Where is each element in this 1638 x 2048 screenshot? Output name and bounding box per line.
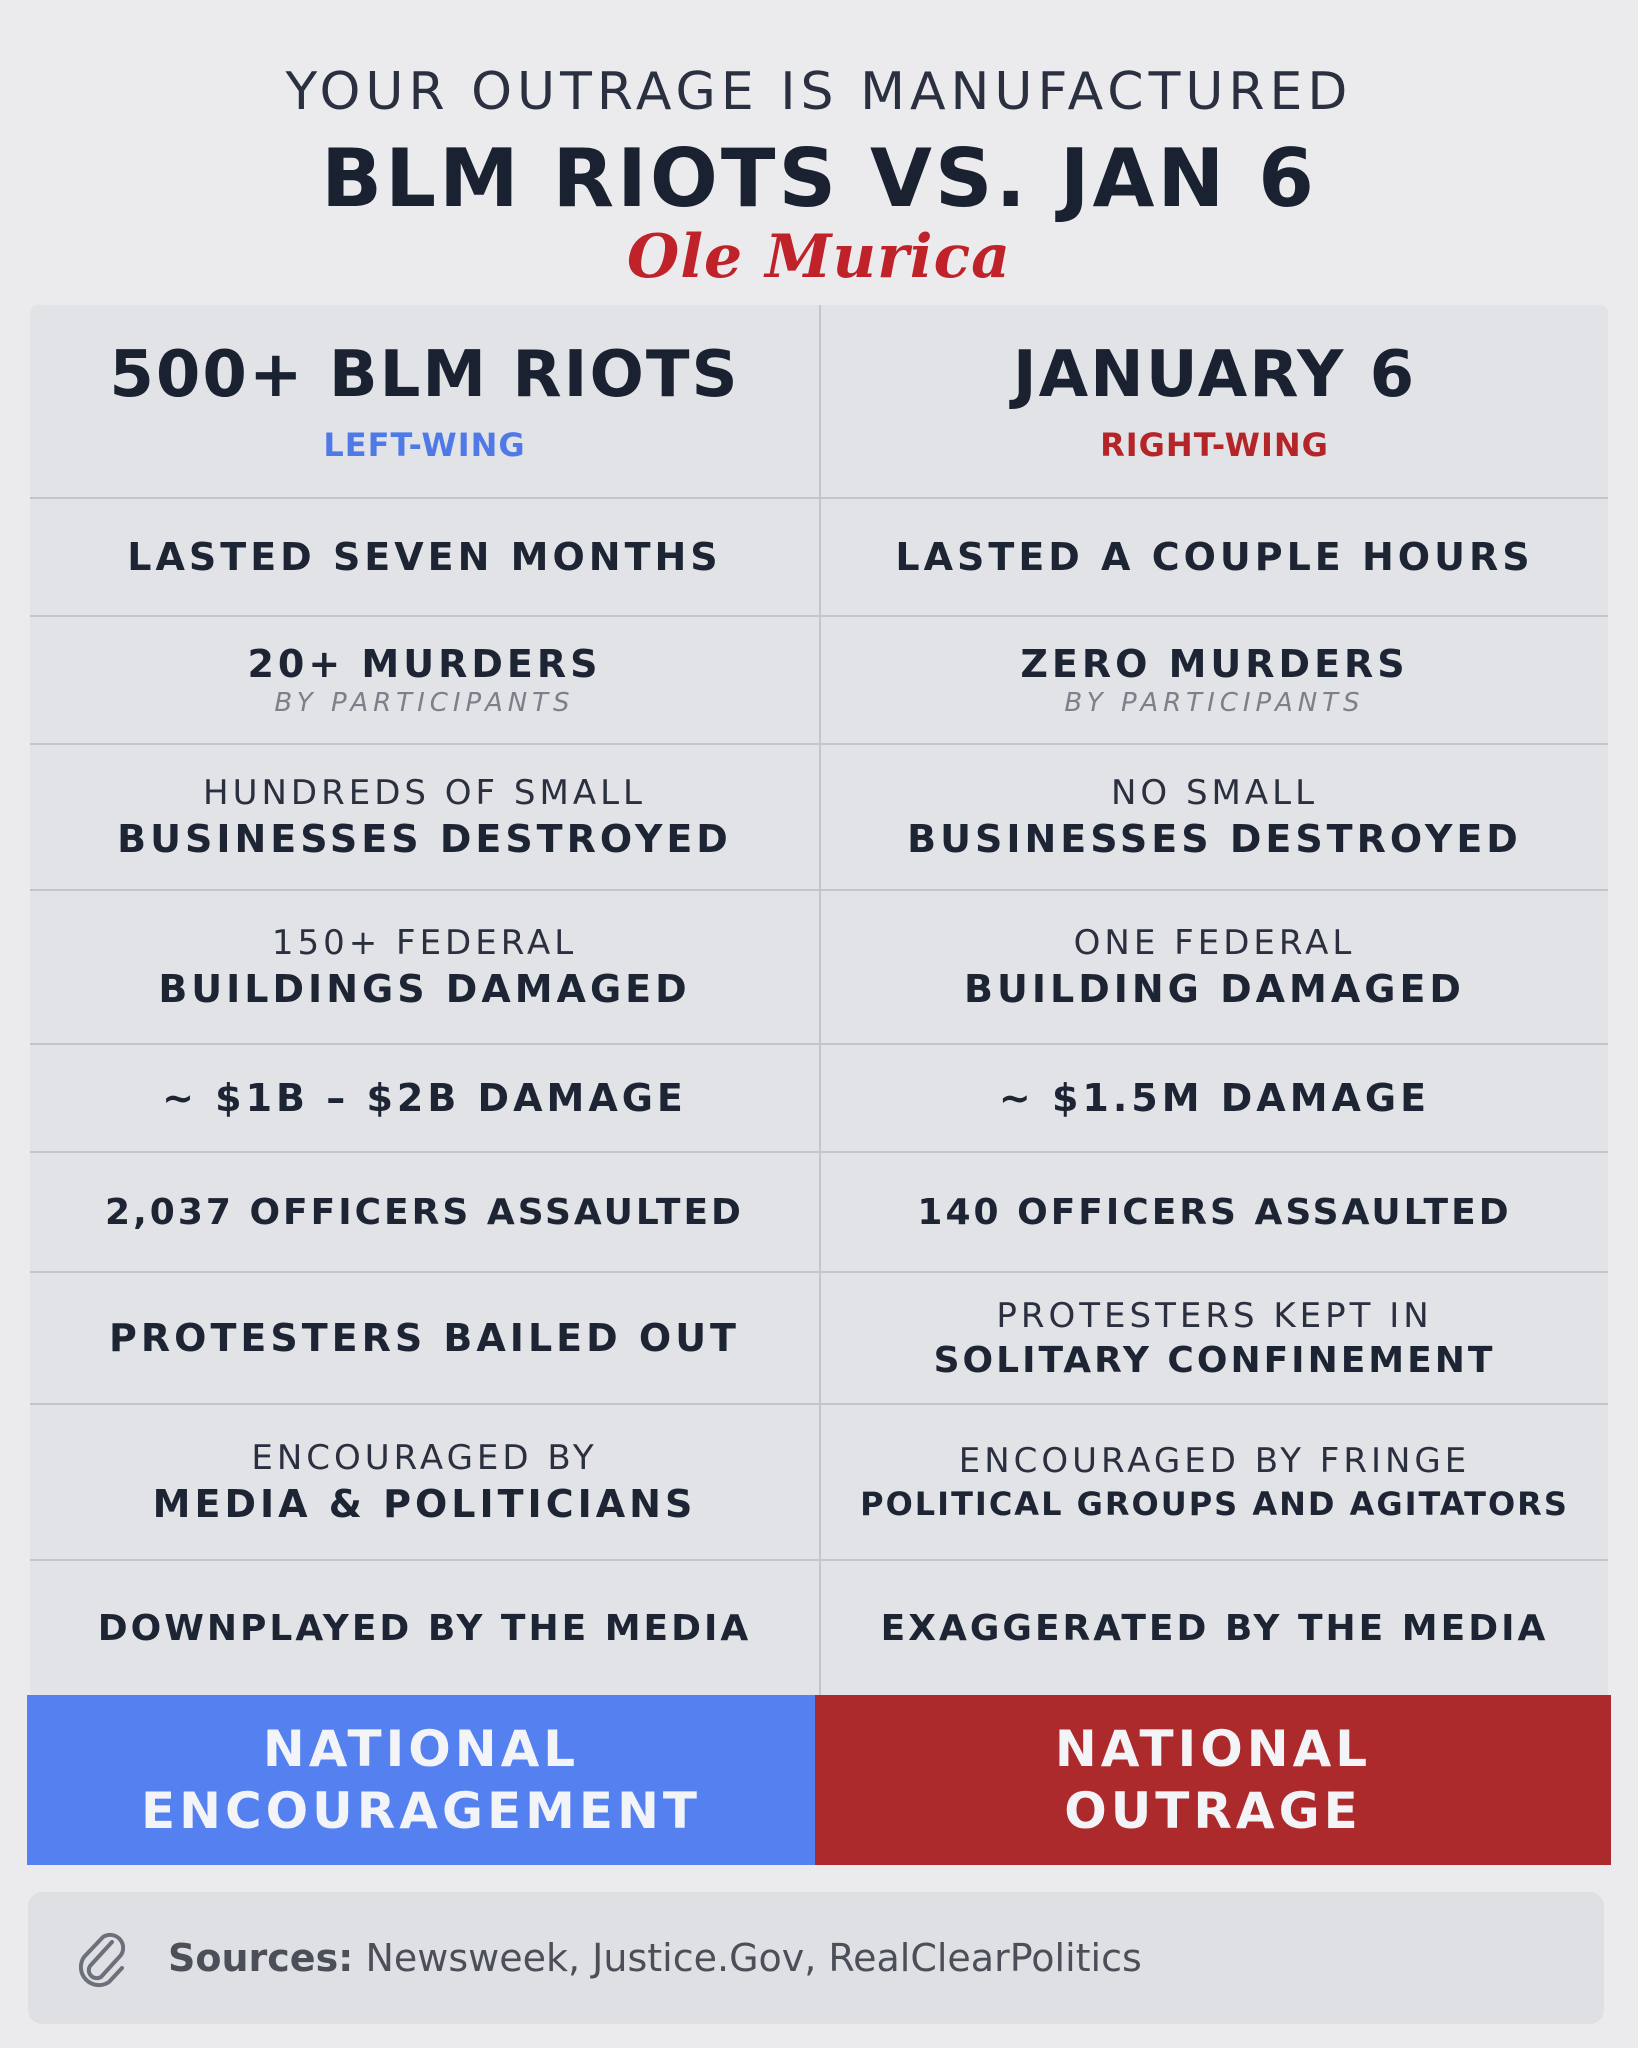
table-cell-left bbox=[30, 1045, 819, 1151]
cell-text: 2,037 OFFICERS ASSAULTED bbox=[105, 1191, 744, 1233]
table-cell-left bbox=[30, 891, 819, 1043]
brand-logo: Ole Murica bbox=[627, 222, 1011, 292]
cell-pretext: ENCOURAGED BY bbox=[251, 1438, 598, 1478]
cell-pretext: HUNDREDS OF SMALL bbox=[203, 773, 646, 813]
right-column-header bbox=[820, 305, 1609, 497]
table-cell-left bbox=[30, 745, 819, 889]
sources-list: Newsweek, Justice.Gov, RealClearPolitics bbox=[365, 1936, 1142, 1980]
left-verdict-line1: NATIONAL bbox=[262, 1720, 580, 1778]
table-cell-left bbox=[30, 617, 819, 743]
cell-text: BUILDINGS DAMAGED bbox=[158, 967, 691, 1011]
sources-bar bbox=[28, 1892, 1604, 2024]
table-cell-right bbox=[820, 1045, 1609, 1151]
table-row bbox=[30, 1153, 1608, 1273]
cell-text: POLITICAL GROUPS AND AGITATORS bbox=[860, 1485, 1569, 1523]
table-row bbox=[30, 891, 1608, 1045]
cell-subtext: BY PARTICIPANTS bbox=[1064, 688, 1365, 718]
table-cell-right bbox=[820, 745, 1609, 889]
cell-text: BUILDING DAMAGED bbox=[964, 967, 1465, 1011]
left-column-header bbox=[30, 305, 819, 497]
left-verdict bbox=[27, 1695, 815, 1865]
table-cell-right bbox=[820, 891, 1609, 1043]
cell-pretext: NO SMALL bbox=[1110, 773, 1319, 813]
table-cell-left bbox=[30, 1273, 819, 1403]
paperclip-icon bbox=[72, 1928, 132, 1988]
table-row bbox=[30, 1273, 1608, 1405]
cell-text: 20+ MURDERS bbox=[247, 642, 602, 686]
table-row bbox=[30, 745, 1608, 891]
cell-pretext: ENCOURAGED BY FRINGE bbox=[958, 1441, 1471, 1481]
table-header-row bbox=[30, 305, 1608, 499]
cell-text: PROTESTERS BAILED OUT bbox=[109, 1316, 740, 1360]
cell-pretext: ONE FEDERAL bbox=[1073, 923, 1356, 963]
cell-subtext: BY PARTICIPANTS bbox=[274, 688, 575, 718]
verdict-band bbox=[27, 1695, 1611, 1865]
table-cell-left bbox=[30, 1561, 819, 1695]
cell-text: LASTED SEVEN MONTHS bbox=[127, 535, 722, 579]
right-wing-tag: RIGHT-WING bbox=[1100, 426, 1329, 464]
table-cell-right bbox=[820, 1153, 1609, 1271]
table-row bbox=[30, 1045, 1608, 1153]
right-verdict-line2: OUTRAGE bbox=[1064, 1782, 1362, 1840]
cell-text: ~ $1B – $2B DAMAGE bbox=[162, 1076, 687, 1120]
sources-text bbox=[168, 1936, 1142, 1980]
cell-pretext: 150+ FEDERAL bbox=[271, 923, 578, 963]
table-row bbox=[30, 1561, 1608, 1695]
table-cell-left bbox=[30, 1405, 819, 1559]
right-column-title: JANUARY 6 bbox=[1012, 338, 1417, 412]
left-column-title: 500+ BLM RIOTS bbox=[109, 338, 740, 412]
sources-label: Sources: bbox=[168, 1936, 354, 1980]
cell-text: LASTED A COUPLE HOURS bbox=[895, 535, 1534, 579]
table-cell-right bbox=[820, 617, 1609, 743]
table-cell-left bbox=[30, 499, 819, 615]
table-row bbox=[30, 1405, 1608, 1561]
cell-text: BUSINESSES DESTROYED bbox=[117, 817, 732, 861]
table-cell-left bbox=[30, 1153, 819, 1271]
right-verdict bbox=[815, 1695, 1611, 1865]
header bbox=[0, 0, 1638, 300]
table-cell-right bbox=[820, 1273, 1609, 1403]
left-verdict-line2: ENCOURAGEMENT bbox=[140, 1782, 702, 1840]
headline: BLM RIOTS VS. JAN 6 bbox=[321, 132, 1317, 225]
cell-text: SOLITARY CONFINEMENT bbox=[933, 1339, 1496, 1381]
left-wing-tag: LEFT-WING bbox=[323, 426, 526, 464]
cell-text: BUSINESSES DESTROYED bbox=[907, 817, 1522, 861]
table-row bbox=[30, 617, 1608, 745]
cell-text: 140 OFFICERS ASSAULTED bbox=[917, 1191, 1512, 1233]
cell-pretext: PROTESTERS KEPT IN bbox=[996, 1295, 1433, 1336]
table-cell-right bbox=[820, 499, 1609, 615]
cell-text: DOWNPLAYED BY THE MEDIA bbox=[97, 1607, 752, 1649]
cell-text: ZERO MURDERS bbox=[1020, 642, 1409, 686]
comparison-table bbox=[30, 305, 1608, 1865]
table-row bbox=[30, 499, 1608, 617]
cell-text: ~ $1.5M DAMAGE bbox=[998, 1076, 1431, 1120]
cell-text: EXAGGERATED BY THE MEDIA bbox=[880, 1607, 1549, 1649]
right-verdict-line1: NATIONAL bbox=[1054, 1720, 1372, 1778]
table-cell-right bbox=[820, 1405, 1609, 1559]
cell-text: MEDIA & POLITICIANS bbox=[152, 1482, 697, 1526]
kicker: YOUR OUTRAGE IS MANUFACTURED bbox=[285, 62, 1353, 122]
table-cell-right bbox=[820, 1561, 1609, 1695]
